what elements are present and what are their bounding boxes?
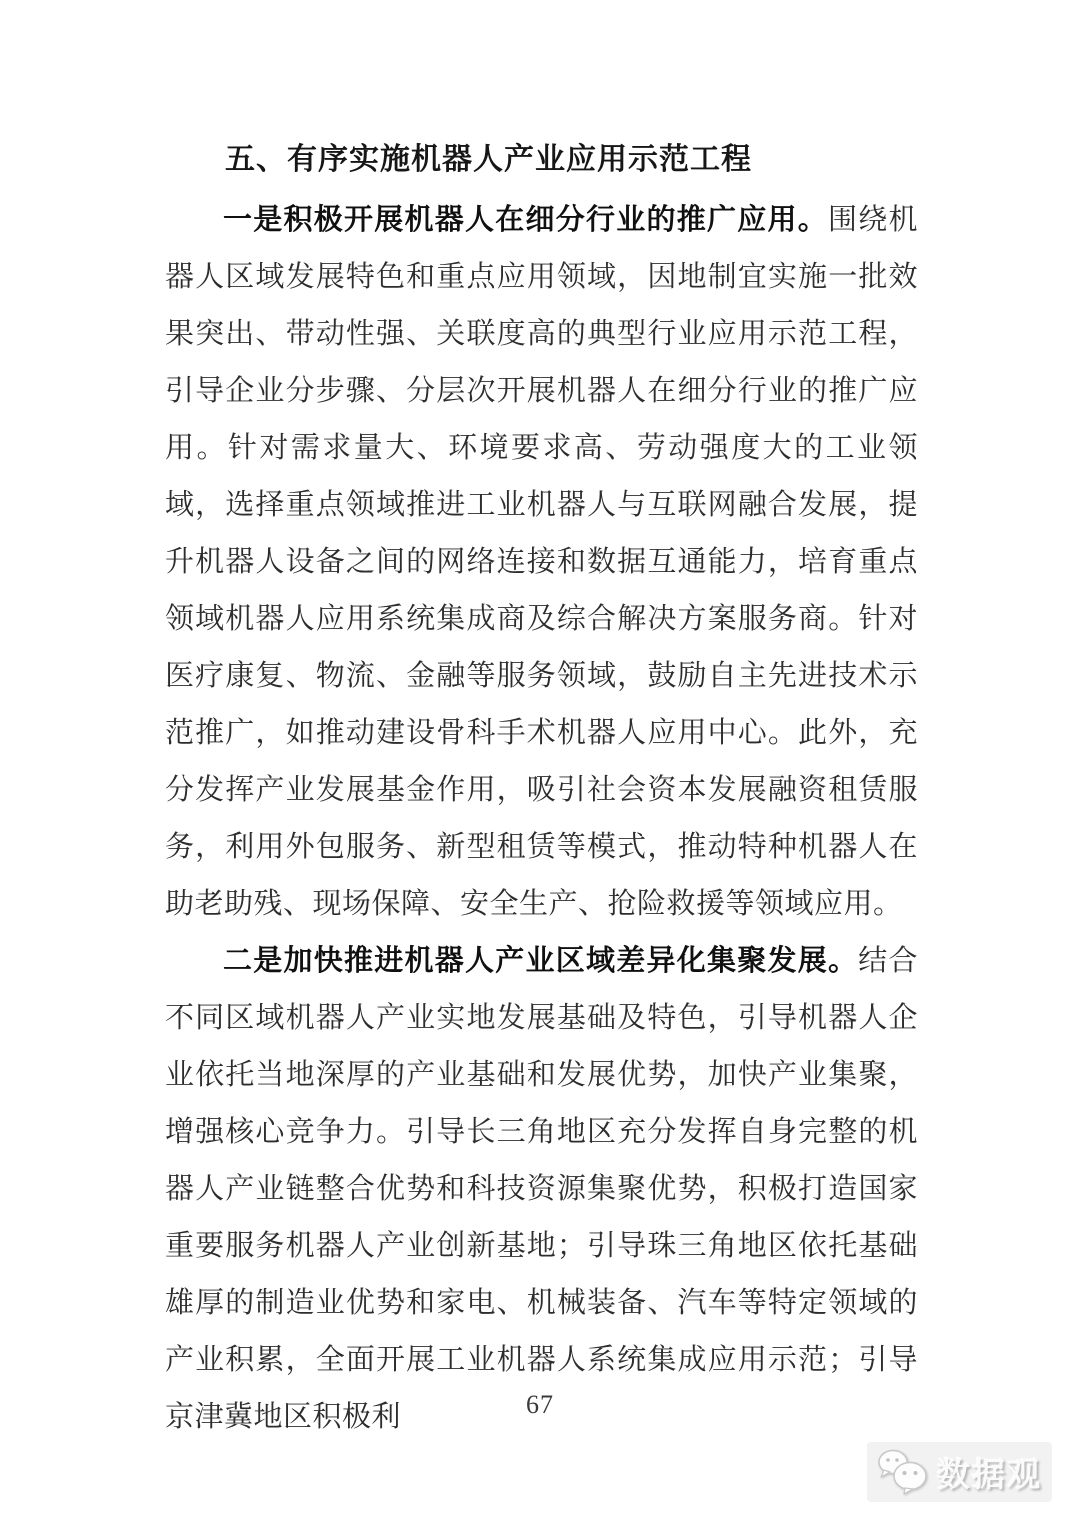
paragraph-2	[165, 933, 918, 1446]
page-number: 67	[526, 1390, 554, 1419]
section-heading: 五、有序实施机器人产业应用示范工程	[225, 143, 752, 176]
wechat-icon	[877, 1448, 929, 1496]
paragraph-2-body: 结合不同区域机器人产业实地发展基础及特色，引导机器人企业依托当地深厚的产业基础和发展优势，加快产业集聚，增强核心竞争力。引导长三角地区充分发挥自身完整的机器人产业链整合优势和科技资源集聚优势，积极打造国家重要服务机器人产业创新基地；引导珠三角地区依托基础雄厚的制造业优势和家电、机械装备、汽车等特定领域的产业积累，全面开展工业机器人系统集成应用示范；引导京津冀地区积极利	[165, 945, 918, 1433]
document-content	[165, 140, 918, 1446]
paragraph-1	[165, 192, 918, 933]
paragraph-1-body: 围绕机器人区域发展特色和重点应用领域，因地制宜实施一批效果突出、带动性强、关联度高的典型行业应用示范工程，引导企业分步骤、分层次开展机器人在细分行业的推广应用。针对需求量大、环境要求高、劳动强度大的工业领域，选择重点领域推进工业机器人与互联网融合发展，提升机器人设备之间的网络连接和数据互通能力，培育重点领域机器人应用系统集成商及综合解决方案服务商。针对医疗康复、物流、金融等服务领域，鼓励自主先进技术示范推广，如推动建设骨科手术机器人应用中心。此外，充分发挥产业发展基金作用，吸引社会资本发展融资租赁服务，利用外包服务、新型租赁等模式，推动特种机器人在助老助残、现场保障、安全生产、抢险救援等领域应用。	[165, 204, 918, 920]
watermark	[867, 1442, 1052, 1502]
watermark-label: 数据观	[937, 1457, 1042, 1494]
paragraph-2-lead: 二是加快推进机器人产业区域差异化集聚发展。	[223, 945, 859, 977]
paragraph-1-lead: 一是积极开展机器人在细分行业的推广应用。	[223, 204, 828, 236]
